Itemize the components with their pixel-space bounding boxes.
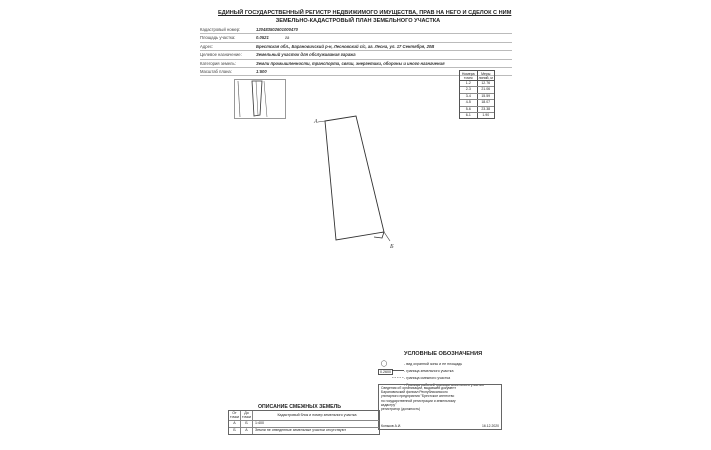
adjacent-line-icon: [392, 376, 404, 379]
info-row-purpose: Целевое назначение: Земельный участок для обслуживания гаража: [200, 51, 512, 59]
adjacent-lands-table: [228, 410, 380, 435]
issue-date: 16.12.2020: [482, 423, 499, 428]
parcel-boundary: [325, 116, 384, 240]
legend-item-work-boundary: - Граница рабочей границы земельного участка: [378, 381, 513, 388]
line-lengths-header: Номера точек Меры линий, м: [461, 71, 493, 80]
table-row: 3-4 15.59: [460, 94, 494, 100]
document-title: ЗЕМЕЛЬНО-КАДАСТРОВЫЙ ПЛАН ЗЕМЕЛЬНОГО УЧАСТКА: [275, 18, 441, 24]
info-row-land-category: Категория земель: Земли промышленности, транспорта, связи, энергетики, обороны и иного назначения: [200, 60, 512, 68]
table-row: 5-6 23.38: [460, 107, 494, 113]
adjacent-header-row: От точки До точки Кадастровый блок и номер земельного участка: [229, 411, 379, 421]
direction-line: [318, 121, 325, 122]
parcel-plan-drawing: [298, 110, 408, 260]
signer-name: Коньков А.И.: [381, 423, 402, 428]
boundary-line-icon: [392, 369, 404, 372]
legend-title: УСЛОВНЫЕ ОБОЗНАЧЕНИЯ: [404, 351, 483, 357]
legend-item-adjacent: - граница смежного участка: [378, 374, 513, 381]
table-row: 2-3 21.06: [460, 87, 494, 93]
table-row: 1-2 12.76: [460, 81, 494, 87]
table-row: А Б 1:400: [229, 421, 379, 428]
overview-inset-map: [234, 79, 286, 119]
registry-header: ЕДИНЫЙ ГОСУДАРСТВЕННЫЙ РЕГИСТР НЕДВИЖИМОГО ИМУЩЕСТВА, ПРАВ НА НЕГО И СДЕЛОК С НИМ: [218, 10, 512, 16]
parcel-info-table: [200, 26, 512, 76]
info-row-cadastral-number: Кадастровый номер: 120483502601000470: [200, 26, 512, 34]
info-row-scale: Масштаб плана: 1:500: [200, 68, 512, 76]
table-row: Б А Земли не отведенные земельные участки отсутствуют: [229, 428, 379, 434]
adjacent-lands-title: ОПИСАНИЕ СМЕЖНЫХ ЗЕМЕЛЬ: [258, 404, 341, 410]
table-row: 4-5 18.07: [460, 100, 494, 106]
legend-item-sample-area: 0.2600 - граница земельного участка: [380, 368, 454, 374]
info-row-address: Адрес: Брестская обл., Барановичский р-н, Лесновский с/с, аг. Лесна, ул. 17 Сентября, 20В: [200, 43, 512, 51]
direction-line: [384, 232, 390, 241]
legend-item-protection-zone: - вид охранной зоны и ее площадь: [378, 360, 513, 367]
line-lengths-table: [459, 70, 495, 119]
table-row: 6-1 1.90: [460, 113, 494, 118]
point-label-a: А: [314, 119, 318, 125]
zone-symbol-icon: [378, 360, 390, 367]
info-row-area: Площадь участка: 0.0521 га: [200, 34, 512, 42]
point-label-b: Б: [390, 244, 394, 250]
issuer-stamp-block: Сведения об организации, выдавшей документ Барановичский филиал Республиканского унитарного предприятия "Брестское агентство по государственной регистрации и земельному кадастру" регистратор (должность) Коньков А.И. 16.12.2020: [378, 384, 502, 430]
cadastral-document-page: [198, 0, 514, 450]
